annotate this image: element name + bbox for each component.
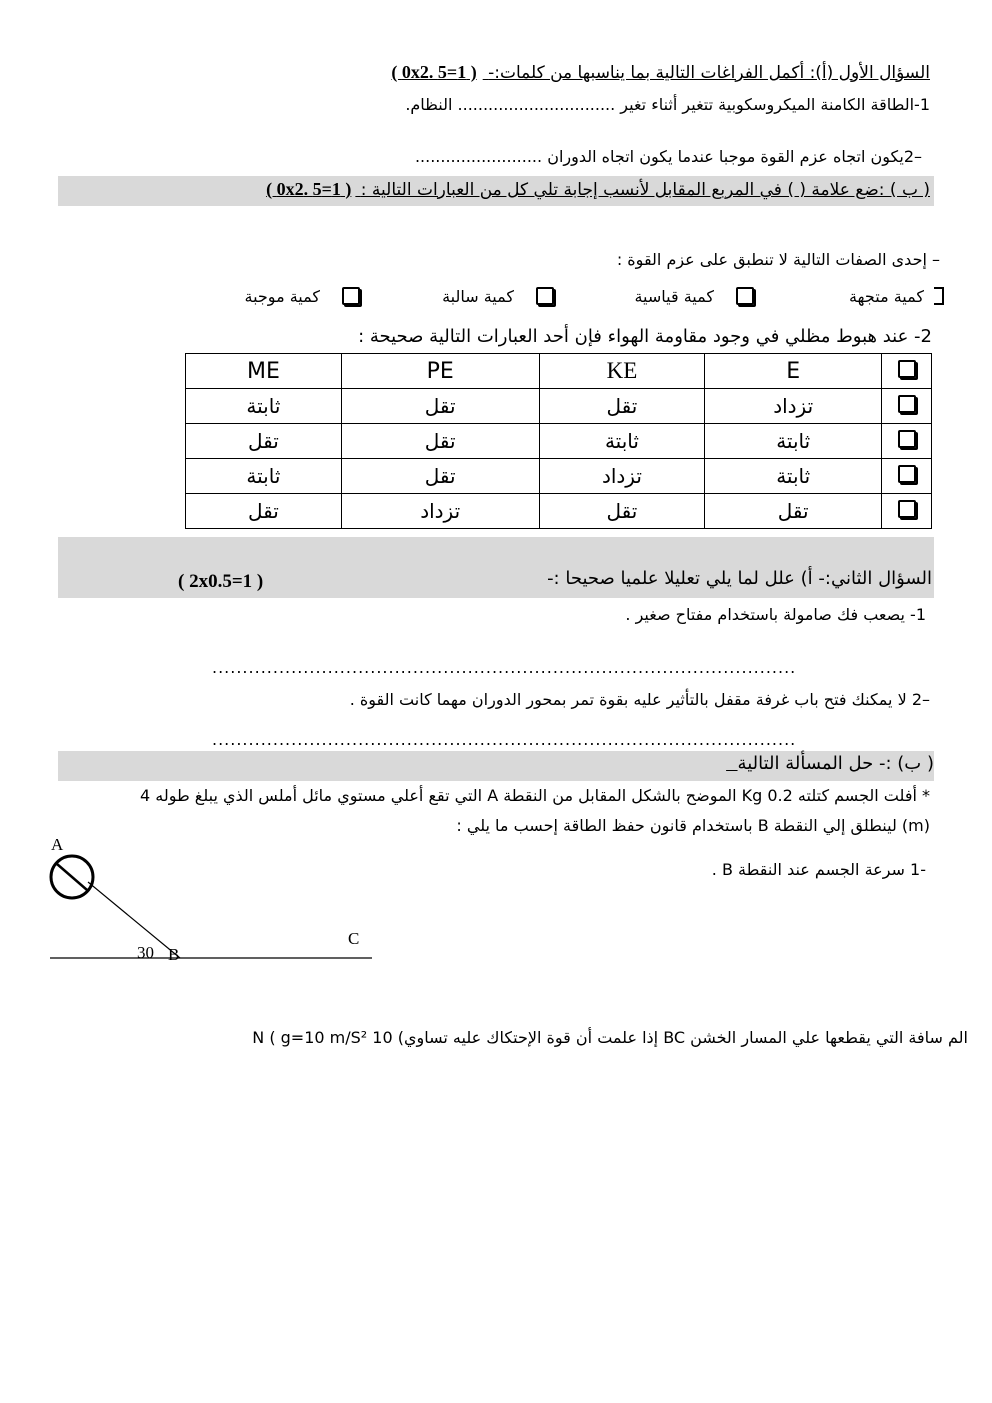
table-row[interactable] xyxy=(186,389,932,424)
q2-item-1: 1- يصعب فك صامولة باستخدام مفتاح صغير . xyxy=(625,605,926,624)
ball-diameter xyxy=(57,864,87,890)
table-row[interactable] xyxy=(186,494,932,529)
q1-marks: ( 1=5 .0x2 ) xyxy=(391,62,477,82)
table-cell: تقل xyxy=(705,494,882,529)
table-cell: تقل xyxy=(539,494,705,529)
mcq1-option-4[interactable] xyxy=(245,287,361,306)
table-cell: ثابتة xyxy=(705,459,882,494)
q1-item-2: –2يكون اتجاه عزم القوة موجبا عندما يكون اتجاه الدوران ......................... xyxy=(414,147,922,166)
header-pe: PE xyxy=(341,354,539,389)
angle-label: 30 xyxy=(137,943,154,962)
table-cell: ثابتة xyxy=(186,389,342,424)
table-cell: تزداد xyxy=(705,389,882,424)
q2-heading: السؤال الثاني:- أ) علل لما يلي تعليلا علميا صحيحا :- xyxy=(547,568,932,589)
q1b-heading-text: ( ب ) :ضع علامة ( ) في المربع المقابل لأنسب إجابة تلي كل من العبارات التالية : xyxy=(360,180,930,200)
header-ke: KE xyxy=(539,354,705,389)
checkbox-cell[interactable] xyxy=(882,494,932,529)
checkbox[interactable] xyxy=(342,287,360,305)
option-label: كمية موجبة xyxy=(244,287,320,306)
table-row[interactable] xyxy=(186,424,932,459)
mcq1-question: – إحدى الصفات التالية لا تنطبق على عزم القوة : xyxy=(616,250,940,269)
checkbox[interactable] xyxy=(898,360,916,378)
table-header-row xyxy=(186,354,932,389)
table-cell: تزداد xyxy=(341,494,539,529)
checkbox[interactable] xyxy=(898,430,916,448)
checkbox[interactable] xyxy=(934,287,944,305)
energy-table xyxy=(185,353,932,529)
table-cell: تقل xyxy=(341,424,539,459)
incline-line xyxy=(88,882,180,958)
mcq1-option-3[interactable] xyxy=(442,287,554,306)
incline-figure xyxy=(40,830,400,970)
q2b-heading-text: ( ب) :- حل المسألة التالية xyxy=(737,753,934,774)
checkbox[interactable] xyxy=(736,287,754,305)
option-label: كمية قياسية xyxy=(634,287,714,306)
q2-answer-line-1[interactable]: ................................................................................................ xyxy=(212,658,797,677)
label-a: A xyxy=(51,835,64,854)
label-c: C xyxy=(348,929,360,948)
q1-item-1: 1-الطاقة الكامنة الميكروسكوبية تتغير أثناء تغير ............................... النظام. xyxy=(405,95,930,114)
checkbox-cell[interactable] xyxy=(882,424,932,459)
problem-line-1: * أفلت الجسم كتلته Kg 0.2 الموضح بالشكل المقابل من النقطة A التي تقع أعلي مستوي مائل أملس الذي يبلغ طوله 4 xyxy=(139,786,930,805)
problem-sub-1: -1 سرعة الجسم عند النقطة B . xyxy=(711,860,926,879)
option-label: كمية متجهة xyxy=(848,287,924,306)
table-row[interactable] xyxy=(186,459,932,494)
q1b-heading xyxy=(266,179,930,200)
q1-heading-text: السؤال الأول (أ): أكمل الفراغات التالية بما يناسبها من كلمات:- xyxy=(488,63,930,83)
checkbox-cell[interactable] xyxy=(882,389,932,424)
checkbox-cell[interactable] xyxy=(882,354,932,389)
q2-item-2: –2 لا يمكنك فتح باب غرفة مقفل بالتأثير عليه بقوة تمر بمحور الدوران مهما كانت القوة . xyxy=(349,690,930,709)
checkbox[interactable] xyxy=(536,287,554,305)
table-cell: ثابتة xyxy=(186,459,342,494)
mcq1-option-1[interactable] xyxy=(849,287,944,306)
problem-sub-2: الم سافة التي يقطعها علي المسار الخشن BC إذا علمت أن قوة الإحتكاك عليه تساوي) 10 N ( g=10 m/S² xyxy=(252,1028,968,1047)
checkbox[interactable] xyxy=(898,395,916,413)
header-e: E xyxy=(705,354,882,389)
option-label: كمية سالبة xyxy=(442,287,514,306)
q2-marks: ( 2x0.5=1 ) xyxy=(178,571,264,592)
q1b-marks: ( 1=5 .0x2 ) xyxy=(266,179,352,199)
table-cell: تقل xyxy=(539,389,705,424)
checkbox[interactable] xyxy=(898,465,916,483)
table-cell: تزداد xyxy=(539,459,705,494)
checkbox[interactable] xyxy=(898,500,916,518)
table-cell: تقل xyxy=(186,494,342,529)
table-cell: تقل xyxy=(341,459,539,494)
table-cell: ثابتة xyxy=(705,424,882,459)
q2b-heading xyxy=(726,753,934,774)
q1-heading xyxy=(391,62,930,83)
table-cell: تقل xyxy=(186,424,342,459)
mcq2-question: 2- عند هبوط مظلي في وجود مقاومة الهواء فإن أحد العبارات التالية صحيحة : xyxy=(358,326,932,347)
mcq1-option-2[interactable] xyxy=(634,287,754,306)
table-cell: تقل xyxy=(341,389,539,424)
table-cell: ثابتة xyxy=(539,424,705,459)
checkbox-cell[interactable] xyxy=(882,459,932,494)
problem-line-2: (m) لينطلق إلي النقطة B باستخدام قانون حفظ الطاقة إحسب ما يلي : xyxy=(456,816,930,835)
header-me: ME xyxy=(186,354,342,389)
label-b: B xyxy=(168,945,180,964)
q2-answer-line-2[interactable]: ................................................................................................ xyxy=(212,730,797,749)
